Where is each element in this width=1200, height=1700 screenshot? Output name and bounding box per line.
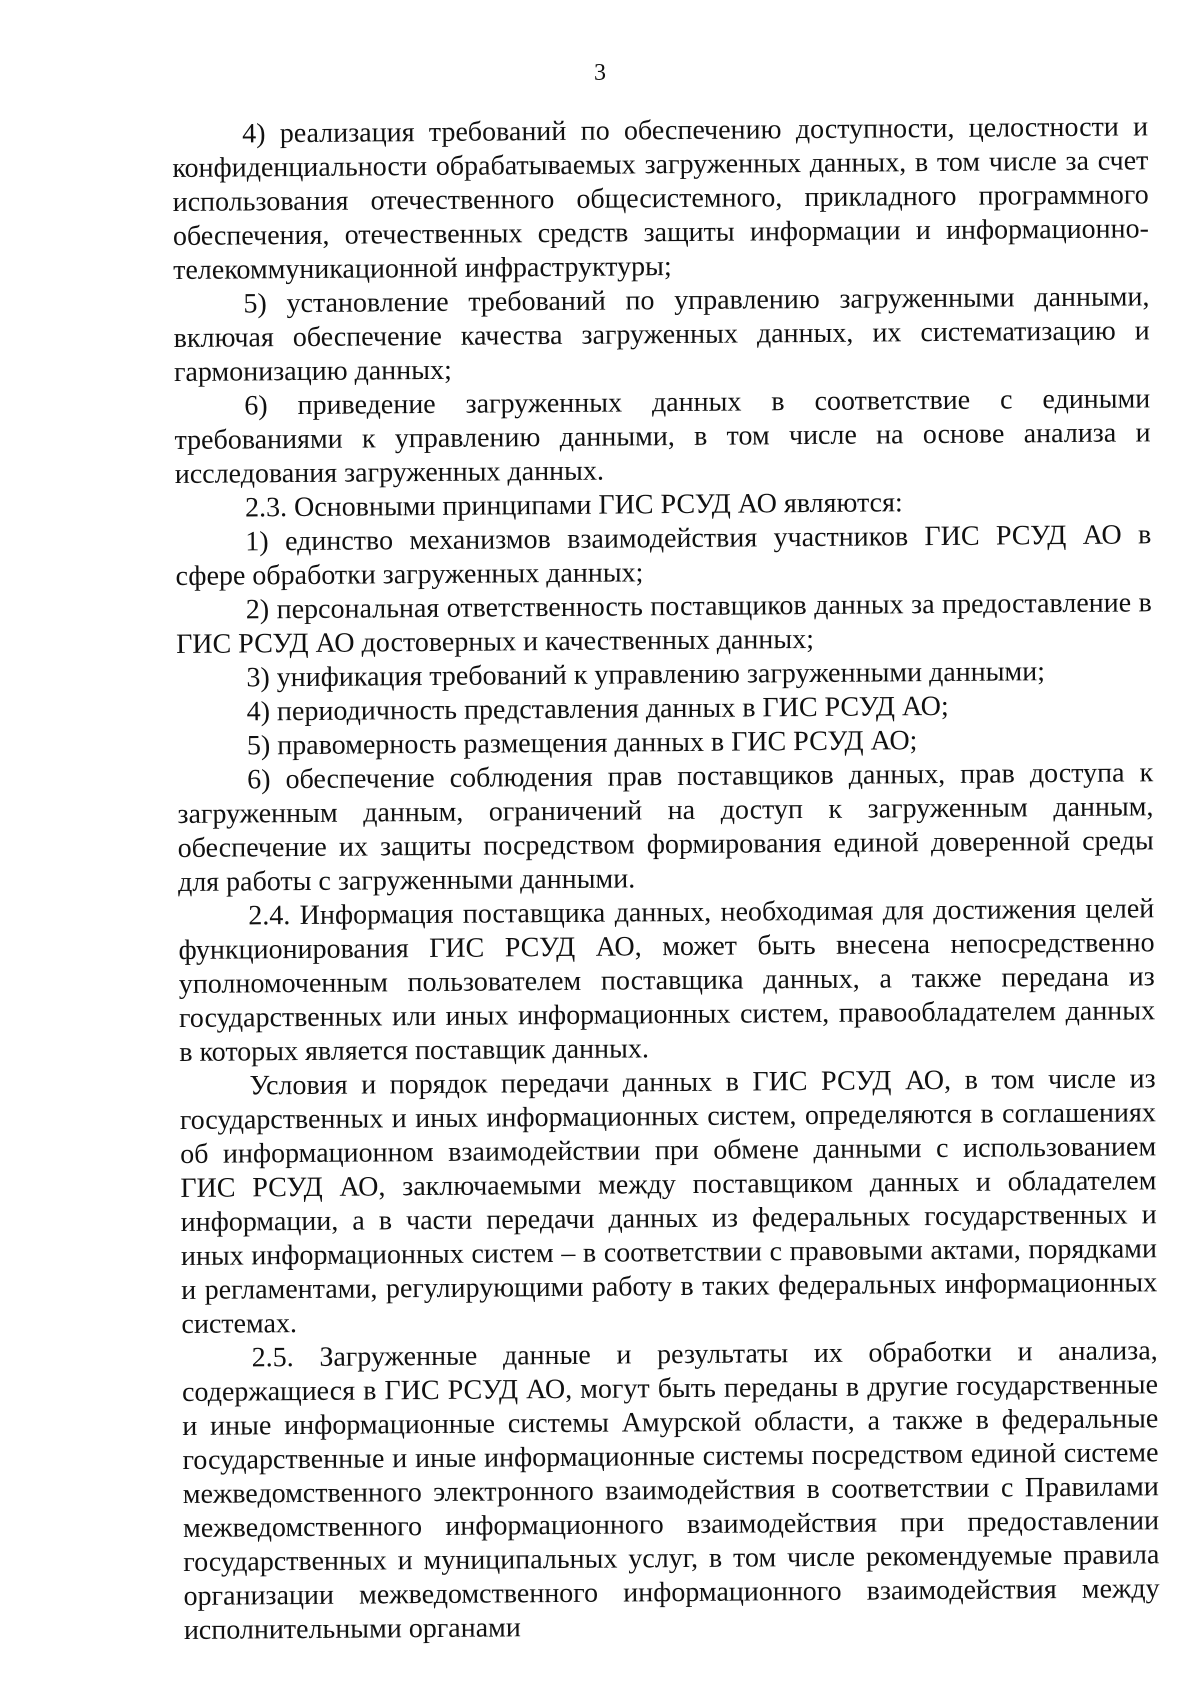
page-number: 3 [594,60,606,86]
document-body [172,110,1160,1648]
paragraph-section-2-4: 2.4. Информация поставщика данных, необходимая для достижения целей функционирования ГИС РСУД АО, может быть внесена непосредственно уполномоченным пользователем поставщика данных, а также передана из государственных или иных информационных систем, правообладателем данных в которых является поставщик данных. [178,893,1156,1068]
paragraph-principle-1: 1) единство механизмов взаимодействия участников ГИС РСУД АО в сфере обработки загруженных данных; [175,519,1152,592]
paragraph-section-2-3-heading: 2.3. Основными принципами ГИС РСУД АО являются: [244,487,903,524]
paragraph-principle-3: 3) унификация требований к управлению загруженными данными; [246,656,1046,694]
paragraph-principle-2: 2) персональная ответственность поставщиков данных за предоставление в ГИС РСУД АО достоверных и качественных данных; [176,587,1152,660]
paragraph-principle-5: 5) правомерность размещения данных в ГИС РСУД АО; [246,725,918,762]
paragraph-item-4-availability: 4) реализация требований по обеспечению доступности, целостности и конфиденциальности обрабатываемых загруженных данных, в том числе за счет использования отечественного общесистемного, прикладного программного обеспечения, отечественных средств защиты информации и информационно-телекоммуникационной инфраструктуры; [172,111,1150,286]
paragraph-item-6-compliance: 6) приведение загруженных данных в соответствие с едиными требованиями к управлению данными, в том числе на основе анализа и исследования загруженных данных. [174,383,1151,490]
paragraph-principle-6: 6) обеспечение соблюдения прав поставщиков данных, прав доступа к загруженным данным, ограничений на доступ к загруженным данным, обеспечение их защиты посредством формирования единой доверенной среды для работы с загруженными данными. [177,757,1154,898]
paragraph-item-5-data-management: 5) установление требований по управлению загруженными данными, включая обеспечение качества загруженных данных, их систематизацию и гармонизацию данных; [173,281,1150,388]
paragraph-transfer-conditions: Условия и порядок передачи данных в ГИС РСУД АО, в том числе из государственных и иных информационных систем, определяются в соглашениях об информационном взаимодействии при обмене данными с использованием ГИС РСУД АО, заключаемыми между поставщиком данных и обладателем информации, а в части передачи данных из федеральных государственных и иных информационных систем – в соответствии с правовыми актами, порядками и регламентами, регулирующими работу в таких федеральных информационных системах. [179,1063,1158,1340]
paragraph-principle-4: 4) периодичность представления данных в ГИС РСУД АО; [246,690,949,728]
paragraph-section-2-5: 2.5. Загруженные данные и результаты их обработки и анализа, содержащиеся в ГИС РСУД АО, могут быть переданы в другие государственные и иные информационные системы Амурской области, а также в федеральные государственные и иные информационные системы посредством единой системе межведомственного электронного взаимодействия в соответствии с Правилами межведомственного информационного взаимодействия при предоставлении государственных и муниципальных услуг, в том числе рекомендуемые правила организации межведомственного информационного взаимодействия между исполнительными органами [181,1335,1160,1646]
